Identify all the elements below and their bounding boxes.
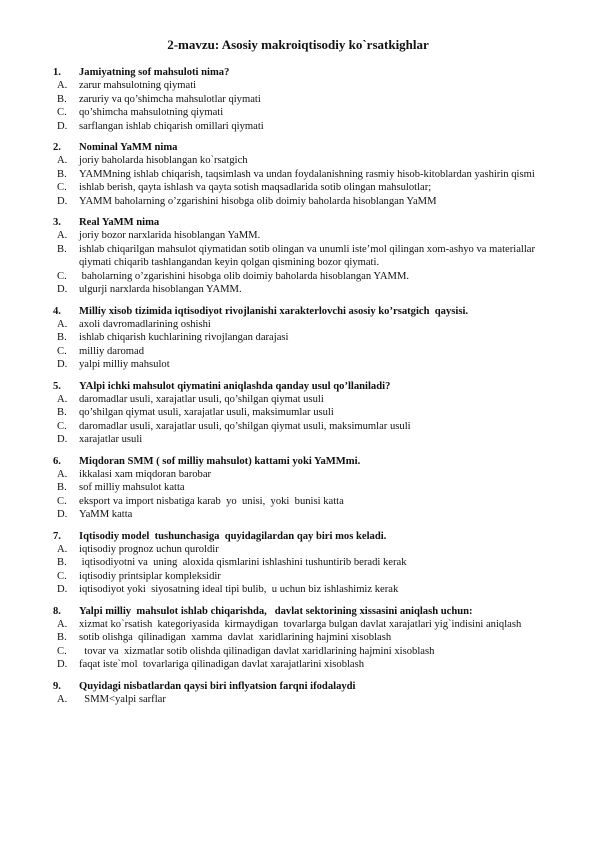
option-text: milliy daromad xyxy=(79,345,145,357)
option-text: joriy baholarda hisoblangan ko`rsatgich xyxy=(79,155,248,167)
question-block xyxy=(53,605,569,672)
option-letter: B. xyxy=(57,168,67,180)
option-text: YaMM katta xyxy=(79,509,133,521)
question-block xyxy=(53,530,569,597)
option-text: eksport va import nisbatiga karab yo unisi, yoki bunisi katta xyxy=(79,495,344,507)
answer-option xyxy=(57,270,569,283)
option-text: iqtisodiyot yoki siyosatning ideal tipi bulib, u uchun biz ishlashimiz kerak xyxy=(79,584,399,596)
question-block xyxy=(53,66,569,133)
option-text: YAMM baholarning o’zgarishini hisobga olib doimiy baholarda hisoblangan YaMM xyxy=(79,195,437,207)
option-letter: C. xyxy=(57,495,67,507)
option-letter: C. xyxy=(57,345,67,357)
option-letter: C. xyxy=(57,420,67,432)
answer-option xyxy=(57,495,569,508)
option-letter: C. xyxy=(57,270,67,282)
question-text: Milliy xisob tizimida iqtisodiyot rivojlanishi xarakterlovchi asosiy ko’rsatgich qaysisi. xyxy=(79,305,469,317)
page-title: 2-mavzu: Asosiy makroiqtisodiy ko`rsatkighlar xyxy=(167,37,429,52)
option-letter: B. xyxy=(57,482,67,494)
option-letter: A. xyxy=(57,619,68,631)
answer-option xyxy=(57,570,569,583)
answer-option xyxy=(57,229,569,242)
answer-option xyxy=(57,433,569,446)
question-number: 8. xyxy=(53,605,61,617)
option-letter: B. xyxy=(57,93,67,105)
answer-option xyxy=(57,543,569,556)
option-letter: C. xyxy=(57,570,67,582)
option-text: daromadlar usuli, xarajatlar usuli, qo’shilgan qiymat usuli, maksimumlar usuli xyxy=(79,420,411,432)
option-letter: D. xyxy=(57,434,68,446)
question-text: Miqdoran SMM ( sof milliy mahsulot) kattami yoki YaMMmi. xyxy=(79,455,361,467)
question-block xyxy=(53,305,569,372)
question-number: 6. xyxy=(53,455,61,467)
question-heading xyxy=(53,380,569,393)
answer-option xyxy=(57,331,569,344)
question-heading xyxy=(53,605,569,618)
question-heading xyxy=(53,216,569,229)
question-text: Real YaMM nima xyxy=(79,217,160,229)
answer-option xyxy=(57,181,569,194)
option-text: ishlab chiqarilgan mahsulot qiymatidan sotib olingan va unumli iste’mol qilingan xom-ashyo va materiallar qiymati chiqarib tashlangandan keyin qolgan qismining bozor qiymati. xyxy=(79,243,538,269)
question-number: 1. xyxy=(53,67,61,78)
option-letter: A. xyxy=(57,80,68,92)
question-block xyxy=(53,455,569,522)
option-letter: A. xyxy=(57,155,68,167)
option-text: ishlab berish, qayta ishlash va qayta sotish maqsadlarida sotib olingan mahsulotlar; xyxy=(79,182,432,194)
answer-option xyxy=(57,406,569,419)
option-letter: C. xyxy=(57,182,67,194)
question-number: 9. xyxy=(53,680,61,692)
answer-option xyxy=(57,106,569,119)
answer-option xyxy=(57,631,569,644)
question-number: 4. xyxy=(53,305,61,317)
question-text: YAlpi ichki mahsulot qiymatini aniqlashda qanday usul qo’llaniladi? xyxy=(79,380,391,392)
option-text: zaruriy va qo’shimcha mahsulotlar qiymati xyxy=(79,93,261,105)
option-text: iqtisodiy prognoz uchun quroldir xyxy=(79,544,219,555)
option-text: xizmat ko`rsatish kategoriyasida kirmaydigan tovarlarga bulgan davlat xarajatlari yig`indisini aniqlash xyxy=(79,619,522,631)
option-text: ulgurji narxlarda hisoblangan YAMM. xyxy=(79,284,242,296)
option-letter: D. xyxy=(57,359,68,371)
option-letter: B. xyxy=(57,407,67,419)
answer-option xyxy=(57,481,569,494)
option-letter: D. xyxy=(57,584,68,596)
question-text: Iqtisodiy model tushunchasiga quyidagilardan qay biri mos keladi. xyxy=(79,530,387,542)
answer-option xyxy=(57,658,569,671)
answer-option xyxy=(57,468,569,481)
question-text: Nominal YaMM nima xyxy=(79,142,178,154)
option-letter: B. xyxy=(57,632,67,644)
option-text: tovar va xizmatlar sotib olishda qilinadigan davlat xaridlarining hajmini xisoblash xyxy=(79,645,435,657)
option-letter: A. xyxy=(57,318,68,330)
option-text: daromadlar usuli, xarajatlar usuli, qo’shilgan qiymat usuli xyxy=(79,393,324,405)
option-letter: B. xyxy=(57,557,67,569)
question-text: Yalpi milliy mahsulot ishlab chiqarishda, davlat sektorining xissasini aniqlash uchun: xyxy=(79,605,473,617)
answer-option xyxy=(57,393,569,406)
answer-option xyxy=(57,79,569,92)
question-block xyxy=(53,216,569,296)
question-block xyxy=(53,680,569,707)
question-heading xyxy=(53,455,569,468)
answer-option xyxy=(57,195,569,208)
option-letter: A. xyxy=(57,393,68,405)
question-block xyxy=(53,141,569,208)
option-text: baholarning o’zgarishini hisobga olib doimiy baholarda hisoblangan YAMM. xyxy=(79,270,410,282)
option-text: qo’shimcha mahsulotning qiymati xyxy=(79,107,224,119)
option-text: axoli davromadlarining oshishi xyxy=(79,318,211,330)
question-list xyxy=(53,66,569,714)
answer-option xyxy=(57,120,569,133)
option-text: YAMMning ishlab chiqarish, taqsimlash va undan foydalanishning rasmiy hisob-kitoblardan yashirin qismi xyxy=(79,168,535,180)
option-text: sotib olishga qilinadigan xamma davlat xaridlarining hajmini xisoblash xyxy=(79,632,392,644)
question-heading xyxy=(53,680,569,693)
question-heading xyxy=(53,141,569,154)
answer-option xyxy=(57,358,569,371)
answer-option xyxy=(57,283,569,296)
option-text: ishlab chiqarish kuchlarining rivojlangan darajasi xyxy=(79,332,289,344)
answer-option xyxy=(57,318,569,331)
option-letter: C. xyxy=(57,645,67,657)
option-letter: A. xyxy=(57,468,68,480)
question-number: 3. xyxy=(53,217,61,229)
option-text: zarur mahsulotning qiymati xyxy=(79,80,197,92)
question-block xyxy=(53,380,569,447)
option-letter: B. xyxy=(57,332,67,344)
option-letter: C. xyxy=(57,107,67,119)
answer-option xyxy=(57,508,569,521)
option-letter: B. xyxy=(57,243,67,255)
option-letter: D. xyxy=(57,509,68,521)
answer-option xyxy=(57,583,569,596)
option-letter: D. xyxy=(57,284,68,296)
option-text: sarflangan ishlab chiqarish omillari qiymati xyxy=(79,120,264,132)
option-text: SMM<yalpi sarflar xyxy=(79,694,166,706)
option-text: ikkalasi xam miqdoran barobar xyxy=(79,468,212,480)
answer-option xyxy=(57,243,569,270)
answer-option xyxy=(57,618,569,631)
question-heading xyxy=(53,305,569,318)
question-heading xyxy=(53,66,569,79)
option-text: xarajatlar usuli xyxy=(79,434,143,446)
option-letter: D. xyxy=(57,195,68,207)
question-number: 5. xyxy=(53,380,61,392)
question-text: Jamiyatning sof mahsuloti nima? xyxy=(79,67,230,78)
option-text: qo’shilgan qiymat usuli, xarajatlar usuli, maksimumlar usuli xyxy=(79,407,334,419)
question-text: Quyidagi nisbatlardan qaysi biri inflyatsion farqni ifodalaydi xyxy=(79,680,356,692)
option-text: joriy bozor narxlarida hisoblangan YaMM. xyxy=(79,230,261,242)
option-letter: A. xyxy=(57,544,68,555)
option-letter: A. xyxy=(57,230,68,242)
option-text: faqat iste`mol tovarlariga qilinadigan davlat xarajatlarini xisoblash xyxy=(79,659,365,671)
answer-option xyxy=(57,420,569,433)
option-letter: D. xyxy=(57,120,68,132)
option-text: iqtisodiy printsiplar kompleksidir xyxy=(79,570,221,582)
option-letter: D. xyxy=(57,659,68,671)
answer-option xyxy=(57,168,569,181)
option-text: sof milliy mahsulot katta xyxy=(79,482,185,494)
answer-option xyxy=(57,556,569,569)
answer-option xyxy=(57,645,569,658)
answer-option xyxy=(57,154,569,167)
answer-option xyxy=(57,93,569,106)
option-letter: A. xyxy=(57,694,68,706)
answer-option xyxy=(57,345,569,358)
option-text: yalpi milliy mahsulot xyxy=(79,359,170,371)
question-number: 7. xyxy=(53,530,61,542)
question-number: 2. xyxy=(53,142,61,154)
option-text: iqtisodiyotni va uning aloxida qismlarini ishlashini tushuntirib beradi kerak xyxy=(79,557,407,569)
question-heading xyxy=(53,530,569,543)
answer-option xyxy=(57,693,569,706)
